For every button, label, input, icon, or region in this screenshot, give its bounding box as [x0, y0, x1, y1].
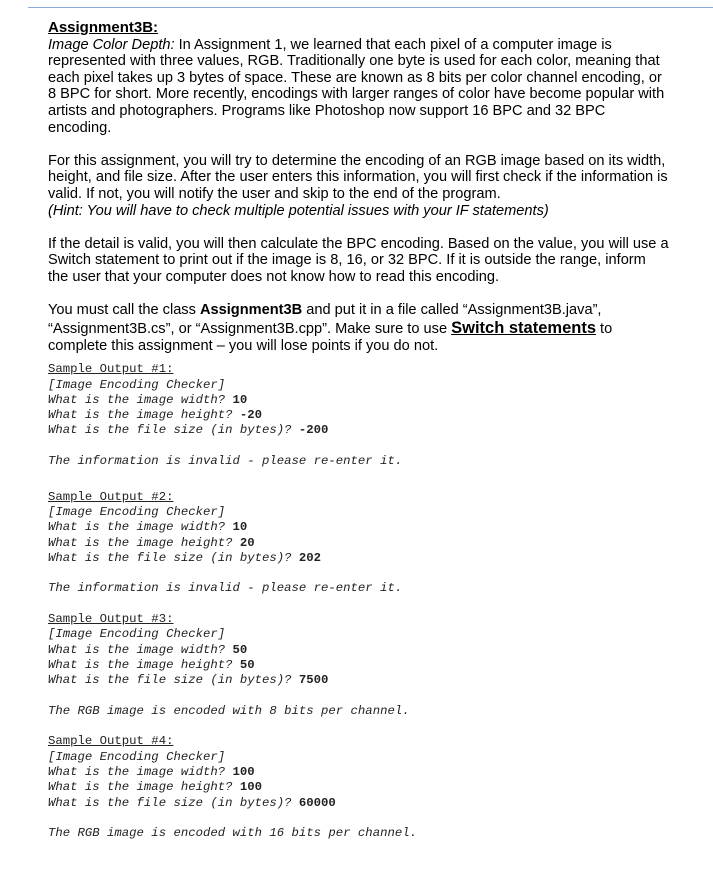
- sample-banner: [Image Encoding Checker]: [48, 377, 226, 392]
- class-name: Assignment3B: [199, 302, 303, 319]
- user-input: 202: [298, 550, 322, 565]
- prompt: What is the file size (in bytes)?: [48, 673, 299, 688]
- user-input: 20: [239, 535, 255, 550]
- sample-heading: Sample Output #3:: [48, 612, 174, 627]
- req-text: complete this assignment – you will lose points if you do not.: [48, 337, 439, 354]
- switch-line: Switch statement to print out if the image is 8, 16, or 32 BPC. If it is outside the range, inform: [48, 252, 646, 269]
- prompt: What is the image height?: [48, 657, 240, 672]
- intro-line: each pixel takes up 3 bytes of space. These are known as 8 bits per color channel encoding, or: [48, 69, 662, 86]
- user-input: 7500: [298, 673, 329, 688]
- intro-paragraph: [48, 37, 688, 137]
- user-input: 50: [239, 657, 255, 672]
- sample-banner: [Image Encoding Checker]: [48, 627, 226, 642]
- task-paragraph: [48, 153, 688, 219]
- user-input: 60000: [298, 795, 336, 810]
- user-input: 50: [232, 642, 248, 657]
- prompt: What is the image width?: [48, 642, 233, 657]
- sample-heading: Sample Output #1:: [48, 362, 174, 377]
- assignment-title: Assignment3B:: [48, 19, 159, 36]
- sample-heading: Sample Output #4:: [48, 734, 174, 749]
- prompt: What is the image height?: [48, 408, 240, 423]
- intro-line: artists and photographers. Programs like Photoshop now support 16 BPC and 32 BPC: [48, 102, 606, 119]
- sample-heading: Sample Output #2:: [48, 489, 174, 504]
- hint-line: (Hint: You will have to check multiple potential issues with your IF statements): [48, 202, 549, 219]
- sample-result: The information is invalid - please re-enter it.: [48, 581, 403, 596]
- prompt: What is the image width?: [48, 520, 233, 535]
- sample-output-block: [48, 490, 688, 597]
- user-input: -20: [239, 408, 263, 423]
- intro-label: Image Color Depth:: [48, 36, 175, 53]
- switch-paragraph: [48, 236, 688, 286]
- requirements-paragraph: [48, 302, 688, 354]
- prompt: What is the file size (in bytes)?: [48, 795, 299, 810]
- prompt: What is the file size (in bytes)?: [48, 423, 299, 438]
- req-text: and put it in a file called “Assignment3B.java”,: [302, 302, 602, 319]
- task-line: valid. If not, you will notify the user and skip to the end of the program.: [48, 185, 501, 202]
- prompt: What is the image height?: [48, 780, 240, 795]
- sample-output-block: [48, 362, 688, 469]
- prose-section: [48, 20, 688, 354]
- req-text: You must call the class: [48, 302, 200, 319]
- sample-result: The RGB image is encoded with 16 bits per channel.: [48, 826, 417, 841]
- switch-line: If the detail is valid, you will then calculate the BPC encoding. Based on the value, you will use a: [48, 235, 669, 252]
- req-text: “Assignment3B.cs”, or “Assignment3B.cpp”. Make sure to use: [48, 320, 452, 337]
- user-input: -200: [298, 423, 329, 438]
- sample-result: The information is invalid - please re-enter it.: [48, 454, 403, 469]
- prompt: What is the image width?: [48, 765, 233, 779]
- user-input: 100: [239, 780, 263, 795]
- top-rule: [28, 7, 713, 8]
- user-input: 100: [232, 765, 255, 779]
- intro-line: In Assignment 1, we learned that each pixel of a computer image is: [174, 36, 612, 53]
- task-line: height, and file size. After the user enters this information, you will first check if the information is: [48, 169, 668, 186]
- intro-line: represented with three values, RGB. Traditionally one byte is used for each color, meaning that: [48, 53, 660, 70]
- intro-line: 8 BPC for short. More recently, encodings with larger ranges of color have become popular with: [48, 86, 665, 103]
- document-body: [48, 20, 688, 841]
- task-line: For this assignment, you will try to determine the encoding of an RGB image based on its width,: [48, 152, 666, 169]
- sample-output-block: [48, 734, 688, 841]
- prompt: What is the file size (in bytes)?: [48, 550, 299, 565]
- sample-result: The RGB image is encoded with 8 bits per channel.: [48, 703, 410, 718]
- prompt: What is the image width?: [48, 392, 233, 407]
- sample-banner: [Image Encoding Checker]: [48, 749, 226, 764]
- switch-statements-emphasis: Switch statements: [451, 318, 596, 337]
- sample-outputs: [48, 362, 688, 841]
- sample-output-block: [48, 612, 688, 719]
- req-text: to: [596, 320, 613, 337]
- switch-line: the user that your computer does not know how to read this encoding.: [48, 268, 500, 285]
- user-input: 10: [232, 392, 248, 407]
- prompt: What is the image height?: [48, 535, 240, 550]
- user-input: 10: [232, 520, 248, 535]
- sample-banner: [Image Encoding Checker]: [48, 504, 226, 519]
- intro-line: encoding.: [48, 119, 112, 136]
